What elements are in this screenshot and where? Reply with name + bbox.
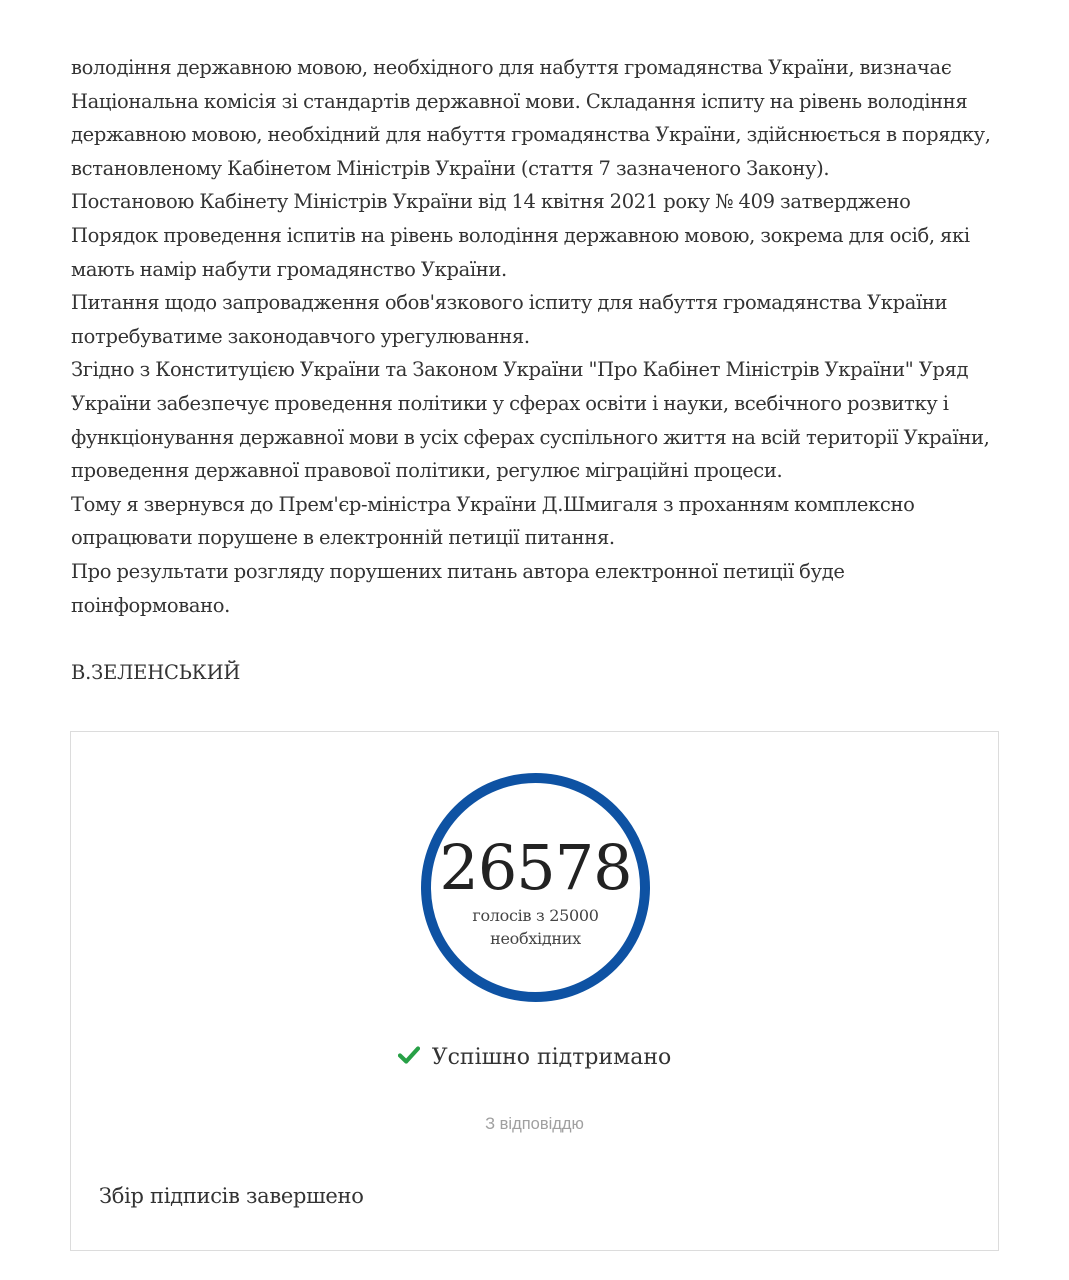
signature: В.ЗЕЛЕНСЬКИЙ [71,661,241,684]
status-text: Успішно підтримано [431,1045,672,1070]
response-line: мають намір набути громадянство України. [71,257,507,281]
response-line: Національна комісія зі стандартів державної мови. Складання іспиту на рівень володіння [71,89,968,113]
answer-link[interactable]: З відповіддю [485,1115,584,1133]
votes-count: 26578 [439,831,632,904]
response-text [71,51,1011,622]
response-line: функціонування державної мови в усіх сферах суспільного життя на всій території України, [71,425,990,449]
petition-vote-card [70,731,999,1251]
response-line: Порядок проведення іспитів на рівень володіння державною мовою, зокрема для осіб, які [71,223,970,247]
response-line: Питання щодо запровадження обов'язкового іспиту для набуття громадянства України [71,291,948,315]
vote-progress-circle [421,773,650,1002]
petition-status [71,1042,998,1074]
response-line: України забезпечує проведення політики у сферах освіти і науки, всебічного розвитку і [71,391,949,415]
response-line: опрацювати порушене в електронній петиції питання. [71,526,615,550]
response-line: потребуватиме законодавчого урегулювання. [71,324,530,348]
collection-status: Збір підписів завершено [99,1184,364,1208]
response-line: Постановою Кабінету Міністрів України від 14 квітня 2021 року № 409 затверджено [71,190,911,214]
response-line: Згідно з Конституцією України та Законом України "Про Кабінет Міністрів України" Уряд [71,358,969,382]
response-line: державною мовою, необхідний для набуття громадянства України, здійснюється в порядку, [71,123,991,147]
check-icon [398,1042,420,1060]
response-line: володіння державною мовою, необхідного для набуття громадянства України, визначає [71,56,952,79]
response-line: Тому я звернувся до Прем'єр-міністра України Д.Шмигаля з проханням комплексно [71,492,915,516]
response-line: поінформовано. [71,593,231,617]
response-line: Про результати розгляду порушених питань автора електронної петиції буде [71,559,845,583]
votes-caption: голосів з 25000 необхідних [472,906,599,948]
response-line: проведення державної правової політики, регулює міграційні процеси. [71,459,783,483]
response-line: встановленому Кабінетом Міністрів України (стаття 7 зазначеного Закону). [71,156,830,180]
